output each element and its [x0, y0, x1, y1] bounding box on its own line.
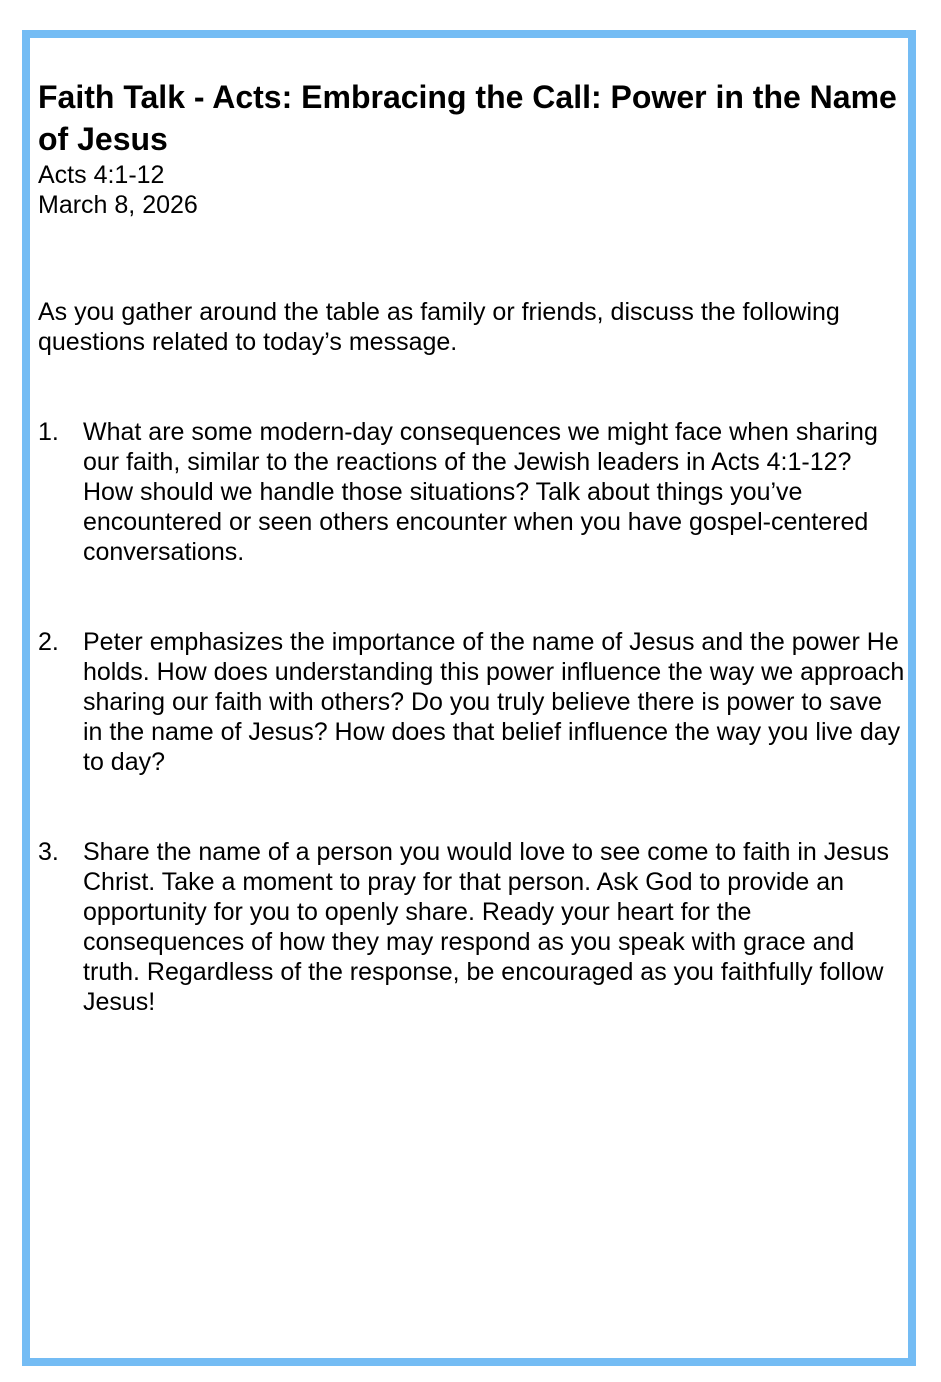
question-list — [38, 417, 908, 1017]
question-number: 2. — [38, 628, 59, 656]
question-item — [38, 417, 908, 567]
question-number: 3. — [38, 838, 59, 866]
question-text: Share the name of a person you would love to see come to faith in Jesus Christ. Take a moment to pray for that person. Ask God to provide an opportunity for you to openly share. Ready your heart for the consequences of how they may respond as you speak with grace and truth. Regardless of the response, be encouraged as you faithfully follow Jesus! — [83, 838, 890, 1016]
page-title: Faith Talk - Acts: Embracing the Call: Power in the Name of Jesus — [38, 79, 897, 157]
document-date: March 8, 2026 — [38, 191, 198, 219]
question-text: Peter emphasizes the importance of the name of Jesus and the power He holds. How does understanding this power influence the way we approach sharing our faith with others? Do you truly believe there is power to save in the name of Jesus? How does that belief influence the way you live day to day? — [83, 628, 905, 776]
question-text: What are some modern-day consequences we might face when sharing our faith, similar to the reactions of the Jewish leaders in Acts 4:1-12? How should we handle those situations? Talk about things you’ve encountered or seen others encounter when you have gospel-centered conversations. — [83, 418, 878, 566]
scripture-reference: Acts 4:1-12 — [38, 161, 165, 189]
intro-paragraph: As you gather around the table as family or friends, discuss the following questions related to today’s message. — [38, 298, 840, 356]
question-item — [38, 627, 908, 777]
question-number: 1. — [38, 418, 59, 446]
document-content — [38, 76, 908, 1017]
question-item — [38, 837, 908, 1017]
